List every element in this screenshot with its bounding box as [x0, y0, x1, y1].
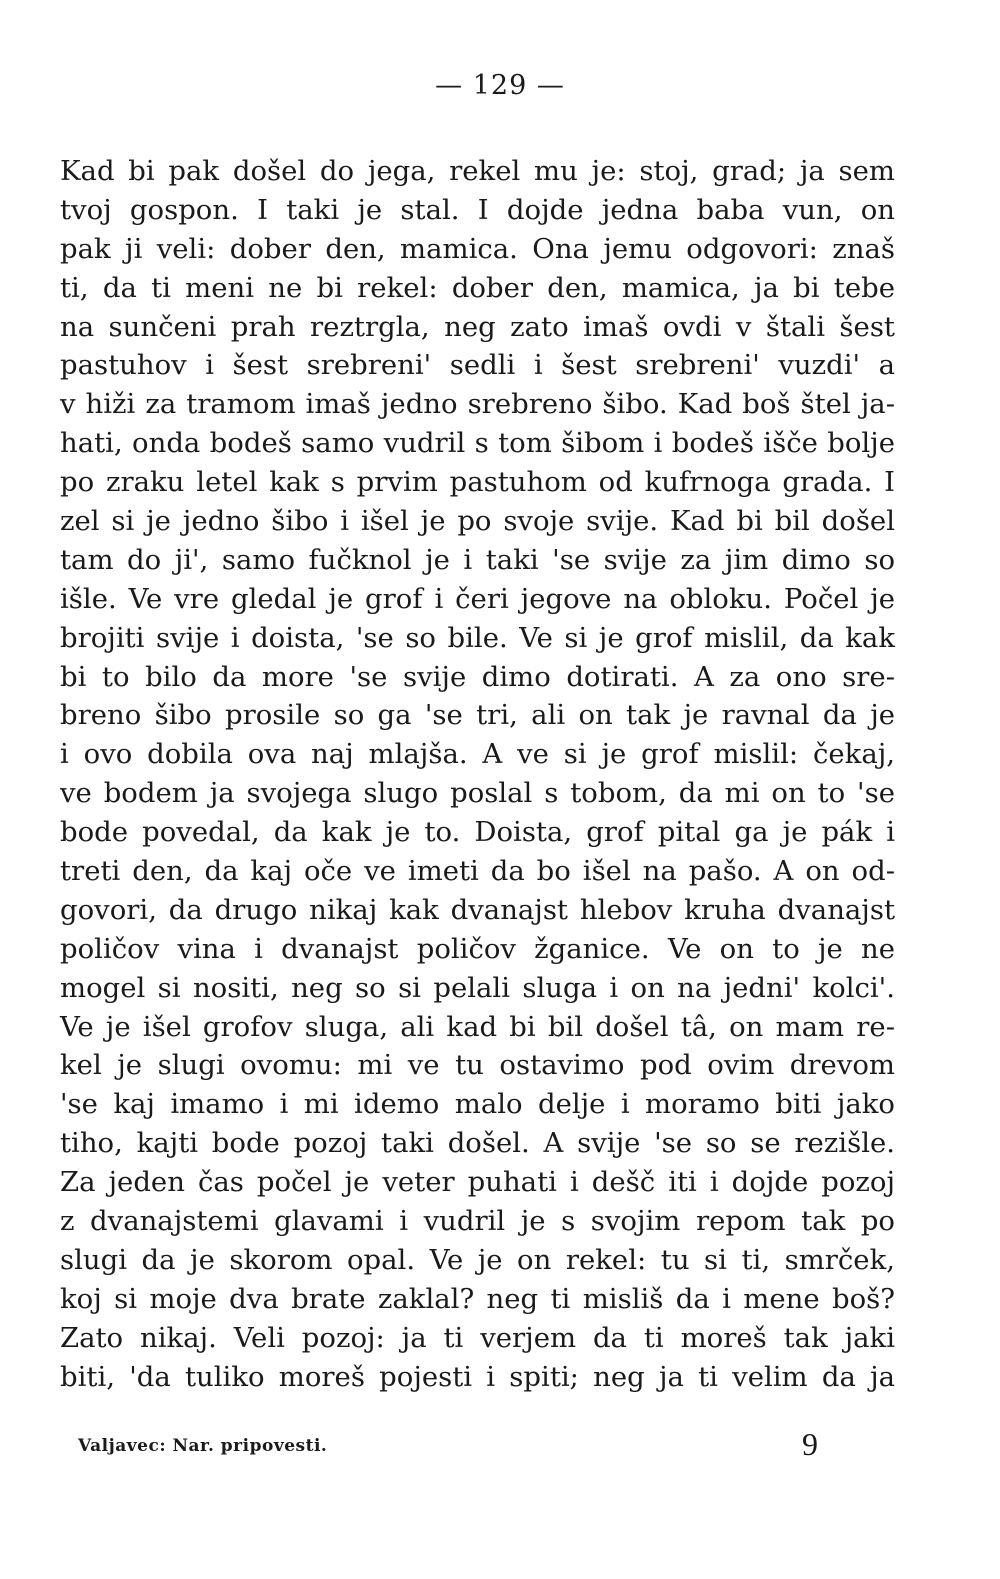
text-line: koj si moje dva brate zaklal? neg ti misliš da i mene boš? [60, 1282, 895, 1315]
text-line: v hiži za tramom imaš jedno srebreno šibo. Kad boš štel ja- [60, 388, 895, 421]
text-line: Ve je išel grofov sluga, ali kad bi bil došel tâ, on mam re- [60, 1010, 895, 1043]
text-line: Zato nikaj. Veli pozoj: ja ti verjem da ti moreš tak jaki [60, 1321, 895, 1354]
text-line: kel je slugi ovomu: mi ve tu ostavimo pod ovim drevom [60, 1049, 895, 1082]
text-line: breno šibo prosile so ga 'se tri, ali on tak je ravnal da je [60, 699, 895, 732]
page-footer [78, 1426, 818, 1464]
text-line: bi to bilo da more 'se svije dimo dotirati. A za ono sre- [60, 660, 895, 693]
text-line: po zraku letel kak s prvim pastuhom od kufrnoga grada. I [60, 466, 895, 499]
text-line: brojiti svije i doista, 'se so bile. Ve si je grof mislil, da kak [60, 621, 895, 654]
footer-source: Valjavec: Nar. pripovesti. [78, 1436, 328, 1456]
text-line: hati, onda bodeš samo vudril s tom šibom i bodeš išče bolje [60, 427, 895, 460]
text-line: poličov vina i dvanajst poličov žganice. Ve on to je ne [60, 932, 895, 965]
text-line: biti, 'da tuliko moreš pojesti i spiti; neg ja ti velim da ja [60, 1360, 895, 1393]
text-line: 'se kaj imamo i mi idemo malo delje i moramo biti jako [60, 1088, 895, 1121]
text-line: Za jeden čas počel je veter puhati i dešč iti i dojde pozoj [60, 1166, 895, 1199]
text-line: bode povedal, da kak je to. Doista, grof pital ga je pák i [60, 816, 895, 849]
text-line: išle. Ve vre gledal je grof i čeri jegove na obloku. Počel je [60, 582, 895, 615]
signature-mark: 9 [802, 1426, 818, 1462]
text-line: i ovo dobila ova naj mlajša. A ve si je grof mislil: čekaj, [60, 738, 895, 771]
text-line: treti den, da kaj oče ve imeti da bo išel na pašo. A on od- [60, 855, 895, 888]
text-line: tvoj gospon. I taki je stal. I dojde jedna baba vun, on [60, 193, 895, 226]
page-header: — 129 — [435, 70, 565, 101]
text-line: slugi da je skorom opal. Ve je on rekel: tu si ti, smrček, [60, 1243, 895, 1276]
text-line: tam do ji', samo fučknol je i taki 'se svije za jim dimo so [60, 543, 895, 576]
text-line: govori, da drugo nikaj kak dvanajst hlebov kruha dvanajst [60, 893, 895, 926]
text-line: zel si je jedno šibo i išel je po svoje svije. Kad bi bil došel [60, 505, 895, 538]
text-line: na sunčeni prah reztrgla, neg zato imaš ovdi v štali šest [60, 310, 895, 343]
body-text [60, 152, 895, 1397]
text-line: tiho, kajti bode pozoj taki došel. A svije 'se so se rezišle. [60, 1127, 895, 1160]
text-line: pastuhov i šest srebreni' sedli i šest srebreni' vuzdi' a [60, 349, 895, 382]
text-line: Kad bi pak došel do jega, rekel mu je: stoj, grad; ja sem [60, 155, 895, 187]
text-line: pak ji veli: dober den, mamica. Ona jemu odgovori: znaš [60, 232, 895, 265]
text-line: ti, da ti meni ne bi rekel: dober den, mamica, ja bi tebe [60, 271, 895, 304]
text-line: ve bodem ja svojega slugo poslal s tobom, da mi on to 'se [60, 777, 895, 810]
text-line: mogel si nositi, neg so si pelali sluga i on na jedni' kolci'. [60, 971, 895, 1004]
text-line: z dvanajstemi glavami i vudril je s svojim repom tak po [60, 1205, 895, 1238]
